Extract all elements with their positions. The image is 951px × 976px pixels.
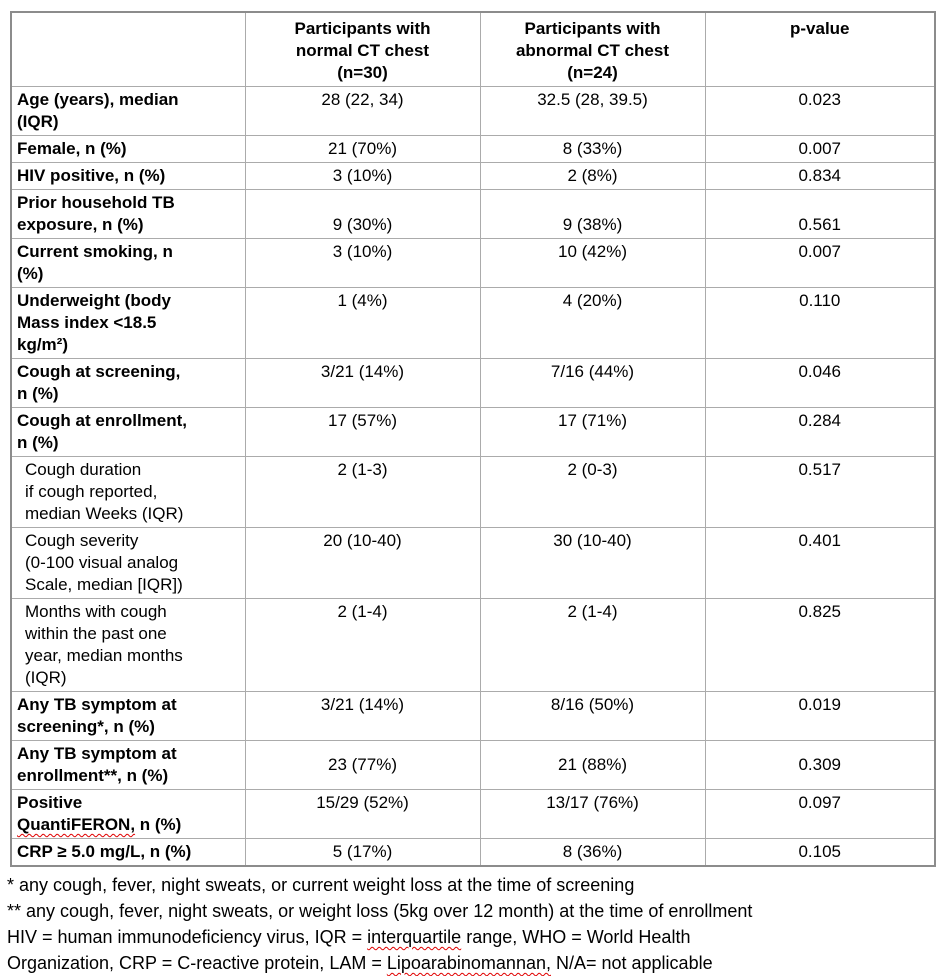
row-label-line: (%) <box>17 264 44 283</box>
value-cell-normal-ct: 3/21 (14%) <box>245 692 480 741</box>
value-cell-abnormal-ct: 21 (88%) <box>480 741 705 790</box>
value-cell-abnormal-ct: 30 (10-40) <box>480 528 705 599</box>
header-row <box>11 12 935 87</box>
row-label-line: exposure, n (%) <box>17 215 144 234</box>
row-label-line: enrollment**, n (%) <box>17 766 169 785</box>
row-label-line: Cough severity <box>25 531 139 550</box>
row-label-line: (IQR) <box>17 112 59 131</box>
table-row <box>11 457 935 528</box>
row-label-line: median Weeks (IQR) <box>25 504 184 523</box>
row-label-line: (0-100 visual analog <box>25 553 179 572</box>
row-label-line: Cough at screening, <box>17 362 181 381</box>
row-label <box>11 457 245 528</box>
row-label <box>11 190 245 239</box>
row-label-line: Cough duration <box>25 460 142 479</box>
row-label-line: Age (years), median <box>17 90 179 109</box>
table-row <box>11 599 935 692</box>
row-label <box>11 528 245 599</box>
value-cell-normal-ct: 23 (77%) <box>245 741 480 790</box>
row-label-line: within the past one <box>25 624 167 643</box>
row-label-line: Female, n (%) <box>17 139 127 158</box>
footnote-line: * any cough, fever, night sweats, or current weight loss at the time of screening <box>7 875 635 895</box>
table-row <box>11 239 935 288</box>
row-label <box>11 239 245 288</box>
p-value-cell: 0.105 <box>705 839 935 867</box>
value-cell-abnormal-ct: 32.5 (28, 39.5) <box>480 87 705 136</box>
table-header-row <box>11 12 935 87</box>
p-value-cell: 0.097 <box>705 790 935 839</box>
row-label-line: Prior household TB <box>17 193 175 212</box>
p-value-cell: 0.007 <box>705 136 935 163</box>
row-label <box>11 163 245 190</box>
row-label <box>11 790 245 839</box>
value-cell-abnormal-ct: 4 (20%) <box>480 288 705 359</box>
row-label-line: QuantiFERON, n (%) <box>17 815 182 834</box>
row-label-line: screening*, n (%) <box>17 717 155 736</box>
value-cell-normal-ct: 17 (57%) <box>245 408 480 457</box>
row-label-line: Mass index <18.5 <box>17 313 157 332</box>
p-value-cell: 0.284 <box>705 408 935 457</box>
value-cell-normal-ct: 9 (30%) <box>245 190 480 239</box>
value-cell-abnormal-ct: 10 (42%) <box>480 239 705 288</box>
footnote-line: Organization, CRP = C-reactive protein, LAM = Lipoarabinomannan, N/A= not applicable <box>7 953 713 973</box>
p-value-cell: 0.309 <box>705 741 935 790</box>
p-value-cell: 0.561 <box>705 190 935 239</box>
p-value-cell: 0.401 <box>705 528 935 599</box>
value-cell-abnormal-ct: 7/16 (44%) <box>480 359 705 408</box>
p-value-cell: 0.023 <box>705 87 935 136</box>
table-row <box>11 288 935 359</box>
baseline-characteristics-table <box>10 11 936 867</box>
row-label-line: Scale, median [IQR]) <box>25 575 183 594</box>
row-label-line: Any TB symptom at <box>17 744 177 763</box>
table-row <box>11 163 935 190</box>
value-cell-abnormal-ct: 8 (36%) <box>480 839 705 867</box>
value-cell-normal-ct: 1 (4%) <box>245 288 480 359</box>
value-cell-abnormal-ct: 8/16 (50%) <box>480 692 705 741</box>
table-row <box>11 790 935 839</box>
value-cell-abnormal-ct: 13/17 (76%) <box>480 790 705 839</box>
row-label-line: n (%) <box>17 384 59 403</box>
row-label <box>11 288 245 359</box>
table-row <box>11 408 935 457</box>
p-value-cell: 0.007 <box>705 239 935 288</box>
value-cell-abnormal-ct: 8 (33%) <box>480 136 705 163</box>
column-header-1 <box>245 12 480 87</box>
row-label <box>11 87 245 136</box>
header-line: normal CT chest <box>295 41 430 60</box>
value-cell-normal-ct: 15/29 (52%) <box>245 790 480 839</box>
value-cell-normal-ct: 2 (1-4) <box>245 599 480 692</box>
row-label <box>11 741 245 790</box>
value-cell-normal-ct: 28 (22, 34) <box>245 87 480 136</box>
value-cell-normal-ct: 3 (10%) <box>245 239 480 288</box>
value-cell-abnormal-ct: 17 (71%) <box>480 408 705 457</box>
misspelled-word: interquartile <box>367 927 462 947</box>
table-row <box>11 136 935 163</box>
row-label-line: Current smoking, n <box>17 242 173 261</box>
row-label-line: Any TB symptom at <box>17 695 177 714</box>
row-label <box>11 136 245 163</box>
header-line: (n=24) <box>567 63 618 82</box>
value-cell-abnormal-ct: 9 (38%) <box>480 190 705 239</box>
footnote-line: HIV = human immunodeficiency virus, IQR = interquartile range, WHO = World Health <box>7 927 691 947</box>
row-label-line: CRP ≥ 5.0 mg/L, n (%) <box>17 842 192 861</box>
value-cell-normal-ct: 20 (10-40) <box>245 528 480 599</box>
row-label-line: Cough at enrollment, <box>17 411 187 430</box>
row-label-line: if cough reported, <box>25 482 158 501</box>
table-footnotes <box>7 872 951 976</box>
row-label-line: Positive <box>17 793 83 812</box>
row-label-line: HIV positive, n (%) <box>17 166 166 185</box>
row-label-line: Months with cough <box>25 602 167 621</box>
p-value-cell: 0.046 <box>705 359 935 408</box>
row-label-line: n (%) <box>17 433 59 452</box>
row-label-line: Underweight (body <box>17 291 171 310</box>
value-cell-abnormal-ct: 2 (1-4) <box>480 599 705 692</box>
column-header-3 <box>705 12 935 87</box>
row-label <box>11 692 245 741</box>
table-row <box>11 190 935 239</box>
footnote-line: ** any cough, fever, night sweats, or weight loss (5kg over 12 month) at the time of enrollment <box>7 901 753 921</box>
value-cell-normal-ct: 2 (1-3) <box>245 457 480 528</box>
column-header-2 <box>480 12 705 87</box>
header-line: (n=30) <box>337 63 388 82</box>
table-row <box>11 359 935 408</box>
column-header-0 <box>11 12 245 87</box>
value-cell-abnormal-ct: 2 (0-3) <box>480 457 705 528</box>
misspelled-word: Lipoarabinomannan, <box>386 953 551 973</box>
table-row <box>11 87 935 136</box>
misspelled-word: QuantiFERON, <box>17 815 136 834</box>
table-body <box>11 87 935 867</box>
value-cell-abnormal-ct: 2 (8%) <box>480 163 705 190</box>
row-label <box>11 408 245 457</box>
row-label-line: kg/m²) <box>17 335 68 354</box>
value-cell-normal-ct: 21 (70%) <box>245 136 480 163</box>
header-line: p-value <box>789 19 850 38</box>
row-label-line: (IQR) <box>25 668 67 687</box>
value-cell-normal-ct: 3 (10%) <box>245 163 480 190</box>
p-value-cell: 0.110 <box>705 288 935 359</box>
table-row <box>11 839 935 867</box>
header-line: Participants with <box>524 19 661 38</box>
row-label <box>11 599 245 692</box>
p-value-cell: 0.517 <box>705 457 935 528</box>
value-cell-normal-ct: 3/21 (14%) <box>245 359 480 408</box>
row-label <box>11 359 245 408</box>
table-row <box>11 692 935 741</box>
p-value-cell: 0.825 <box>705 599 935 692</box>
value-cell-normal-ct: 5 (17%) <box>245 839 480 867</box>
p-value-cell: 0.019 <box>705 692 935 741</box>
row-label <box>11 839 245 867</box>
table-row <box>11 528 935 599</box>
header-line: abnormal CT chest <box>515 41 670 60</box>
table-row <box>11 741 935 790</box>
header-line: Participants with <box>294 19 431 38</box>
row-label-line: year, median months <box>25 646 183 665</box>
p-value-cell: 0.834 <box>705 163 935 190</box>
